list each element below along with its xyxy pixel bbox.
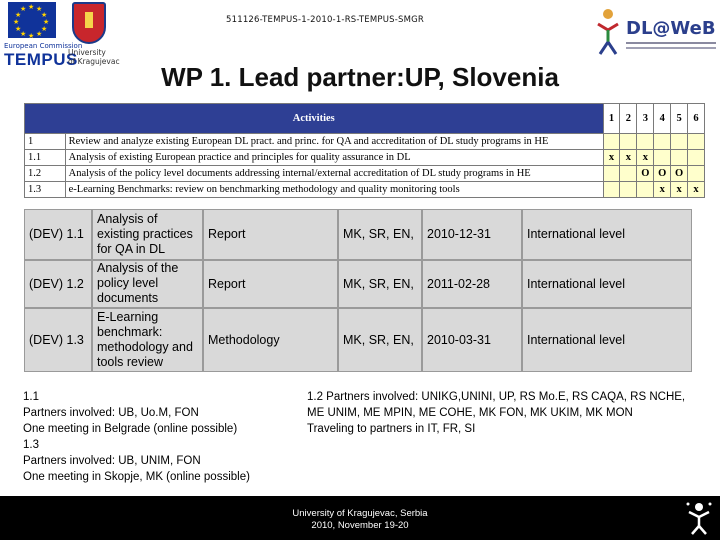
dl-web-tagline-line <box>626 47 716 49</box>
coat-of-arms-icon <box>72 2 106 44</box>
deliverable-date: 2010-03-31 <box>422 308 522 372</box>
activity-mark: O <box>637 166 654 182</box>
deliverable-type: Report <box>203 260 338 309</box>
activity-mark: x <box>620 150 637 166</box>
activity-code: 1.3 <box>25 182 66 198</box>
eu-label: European Commission <box>4 42 83 50</box>
activity-code: 1.2 <box>25 166 66 182</box>
note-line: Partners involved: UB, UNIM, FON <box>23 455 201 467</box>
footer-line: University of Kragujevac, Serbia <box>292 508 428 519</box>
activity-text: e-Learning Benchmarks: review on benchmarking methodology and quality monitoring tools <box>65 182 603 198</box>
activity-row <box>25 166 705 182</box>
deliverable-date: 2010-12-31 <box>422 209 522 260</box>
eu-flag-icon: ★ ★ ★ ★ ★ ★ ★ ★ ★ ★ ★ ★ <box>8 2 56 38</box>
activity-code: 1 <box>25 134 66 150</box>
deliverable-level: International level <box>522 308 692 372</box>
activity-row <box>25 150 705 166</box>
note-line: Traveling to partners in IT, FR, SI <box>307 423 476 435</box>
period-header: 3 <box>637 104 654 134</box>
activity-mark <box>688 166 705 182</box>
activity-mark <box>654 134 671 150</box>
page-title: WP 1. Lead partner:UP, Slovenia <box>161 62 559 92</box>
activity-mark: x <box>654 182 671 198</box>
deliverable-languages: MK, SR, EN, <box>338 308 422 372</box>
activity-mark <box>620 166 637 182</box>
activity-mark <box>688 134 705 150</box>
activity-text: Review and analyze existing European DL pract. and princ. for QA and accreditation of DL study programs in HE <box>65 134 603 150</box>
deliverable-type: Methodology <box>203 308 338 372</box>
dl-web-figure-icon <box>594 6 622 56</box>
person-logo-icon <box>684 500 714 536</box>
activity-mark: x <box>603 150 620 166</box>
deliverable-name: Analysis of existing practices for QA in DL <box>92 209 203 260</box>
period-header: 6 <box>688 104 705 134</box>
activities-table <box>24 103 705 198</box>
footer-text <box>0 508 720 532</box>
note-line: 1.1 <box>23 391 39 403</box>
note-line: 1.2 Partners involved: UNIKG,UNINI, UP, RS Mo.E, RS CAQA, RS NCHE, <box>307 391 686 403</box>
period-header: 1 <box>603 104 620 134</box>
deliverable-id: (DEV) 1.2 <box>24 260 92 309</box>
deliverable-row <box>24 209 692 260</box>
activity-mark <box>654 150 671 166</box>
university-label: University of Kragujevac <box>68 48 120 66</box>
activity-mark: O <box>654 166 671 182</box>
deliverable-languages: MK, SR, EN, <box>338 209 422 260</box>
notes-left <box>23 389 250 485</box>
period-header: 4 <box>654 104 671 134</box>
activity-text: Analysis of the policy level documents addressing internal/external accreditation of DL study programs in HE <box>65 166 603 182</box>
dl-web-title: DL@WeB <box>626 18 716 39</box>
deliverable-id: (DEV) 1.1 <box>24 209 92 260</box>
note-line: One meeting in Skopje, MK (online possible) <box>23 471 250 483</box>
note-line: Partners involved: UB, Uo.M, FON <box>23 407 199 419</box>
activity-mark <box>603 134 620 150</box>
activity-mark <box>637 134 654 150</box>
european-commission-logo <box>4 2 83 69</box>
deliverable-id: (DEV) 1.3 <box>24 308 92 372</box>
deliverable-row <box>24 308 692 372</box>
activity-mark <box>603 166 620 182</box>
university-of-kragujevac-logo <box>68 2 128 68</box>
deliverable-level: International level <box>522 260 692 309</box>
deliverable-level: International level <box>522 209 692 260</box>
deliverable-date: 2011-02-28 <box>422 260 522 309</box>
activity-text: Analysis of existing European practice and principles for quality assurance in DL <box>65 150 603 166</box>
deliverables-table <box>24 209 692 372</box>
project-code: 511126-TEMPUS-1-2010-1-RS-TEMPUS-SMGR <box>226 15 425 25</box>
period-header: 2 <box>620 104 637 134</box>
activity-mark <box>671 134 688 150</box>
deliverable-name: Analysis of the policy level documents <box>92 260 203 309</box>
activities-header-row <box>25 104 705 134</box>
activities-header: Activities <box>25 104 604 134</box>
dl-web-tagline-line <box>626 42 716 44</box>
activity-mark: O <box>671 166 688 182</box>
period-header: 5 <box>671 104 688 134</box>
note-line: One meeting in Belgrade (online possible) <box>23 423 238 435</box>
activity-row <box>25 134 705 150</box>
deliverable-name: E-Learning benchmark: methodology and tools review <box>92 308 203 372</box>
notes-right <box>307 389 707 437</box>
activity-mark <box>637 182 654 198</box>
activity-row <box>25 182 705 198</box>
note-line: 1.3 <box>23 439 39 451</box>
deliverables-table-wrap <box>24 209 692 372</box>
activity-mark <box>620 182 637 198</box>
activity-mark <box>603 182 620 198</box>
activity-mark: x <box>671 182 688 198</box>
note-line: ME UNIM, ME MPIN, ME COHE, MK FON, MK UKIM, MK MON <box>307 407 633 419</box>
deliverable-languages: MK, SR, EN, <box>338 260 422 309</box>
activity-mark: x <box>688 182 705 198</box>
activity-mark <box>671 150 688 166</box>
tempus-label: TEMPUS <box>4 50 78 69</box>
activity-mark <box>688 150 705 166</box>
activity-mark <box>620 134 637 150</box>
footer-line: 2010, November 19-20 <box>311 520 409 531</box>
dl-web-logo <box>590 2 718 62</box>
deliverable-row <box>24 260 692 309</box>
deliverable-type: Report <box>203 209 338 260</box>
footer-bar <box>0 496 720 540</box>
activity-mark: x <box>637 150 654 166</box>
activities-table-image <box>24 103 705 203</box>
activity-code: 1.1 <box>25 150 66 166</box>
